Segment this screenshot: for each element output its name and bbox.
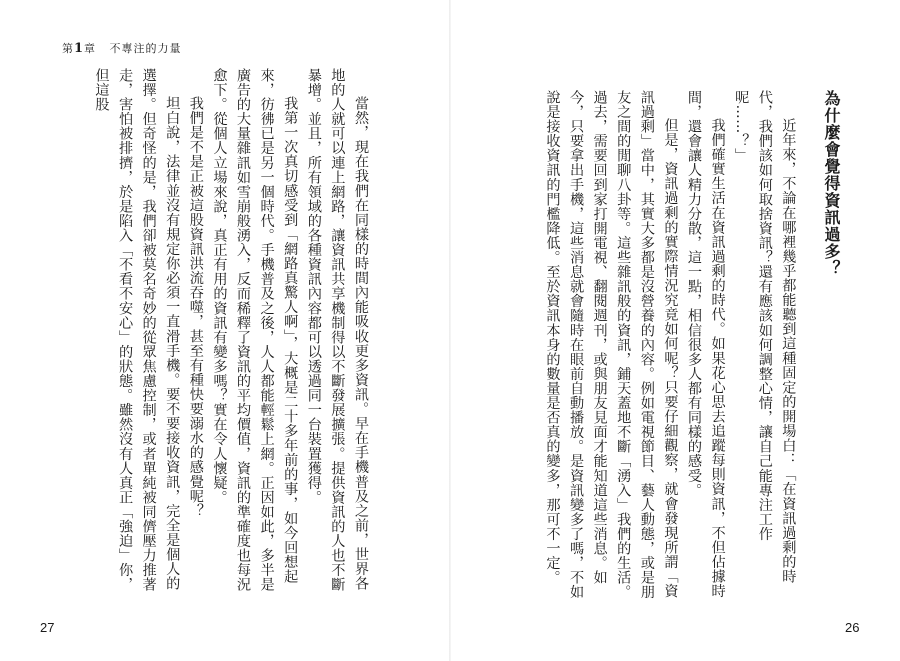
running-head (62, 40, 182, 56)
paragraph: 我第一次真切感受到「網路真驚人啊」，大概是二十多年前的事，如今回想起來，彷彿已是另一個時代。手機普及之後，人人都能輕鬆上網。正因如此，多半是廣告的大量雜訊如雪崩般湧入，反而稀釋了資訊的平均價值，資訊的準確度也每況愈下。從個人立場來說，真正有用的資訊有變多嗎？實在令人懷疑。 (211, 68, 299, 592)
paragraph: 我們確實生活在資訊過剩的時代。如果花心思去追蹤每則資訊，不但佔據時間，還會讓人精力分散，這一點，相信很多人都有同樣的感受。 (686, 90, 726, 599)
running-head-prefix: 第 (62, 42, 74, 55)
chapter-title: 不專注的力量 (109, 42, 182, 55)
paragraph: 我們是不是正被這股資訊洪流吞噬，甚至有種快要溺水的感覺呢？ (187, 96, 204, 519)
left-page-body (72, 68, 372, 604)
section-heading: 為什麼會覺得資訊過多？ (822, 90, 841, 277)
paragraph: 坦白說，法律並沒有規定你必須一直滑手機。要不要接收資訊，完全是個人的選擇。但奇怪的是，我們卻被莫名奇妙的從眾焦慮控制，或者單純被同儕壓力推著走，害怕被排擠，於是陷入「不看不安心」的狀態。雖然沒有人真正「強迫」你，但這股 (93, 68, 181, 592)
page-number-right: 26 (845, 620, 860, 635)
page-gutter (449, 0, 451, 661)
paragraph: 但是，資訊過剩的實際情況究竟如何呢？只要仔細觀察，就會發現所謂「資訊過剩」當中，其實大多都是沒營養的內容。例如電視節目、藝人動態，或是朋友之間的閒聊八卦等。這些雜訊般的資訊，鋪天蓋地不斷「湧入」我們的生活。過去，需要回到家打開電視、翻閱週刊，或與朋友見面才能知道這些消息。如今，只要拿出手機，這些消息就會隨時在眼前自動播放。是資訊變多了嗎，不如說是接收資訊的門檻降低。至於資訊本身的數量是否真的變多，那可不一定。 (544, 90, 679, 600)
right-page-body (544, 90, 843, 600)
paragraph: 當然，現在我們在同樣的時間內能吸收更多資訊。早在手機普及之前，世界各地的人就可以連上網路，讓資訊共享機制得以不斷發展擴張。提供資訊的人也不斷暴增。並且，所有領域的各種資訊內容都可以透過同一台裝置獲得。 (305, 68, 369, 592)
running-head-suffix: 章 (84, 42, 97, 55)
page-number-left: 27 (40, 620, 55, 635)
paragraph: 近年來，不論在哪裡幾乎都能聽到這種固定的開場白：「在資訊過剩的時代，我們該如何取捨資訊？還有應該如何調整心情，讓自己能專注工作呢……？」 (733, 90, 797, 584)
chapter-number: 1 (74, 41, 85, 56)
